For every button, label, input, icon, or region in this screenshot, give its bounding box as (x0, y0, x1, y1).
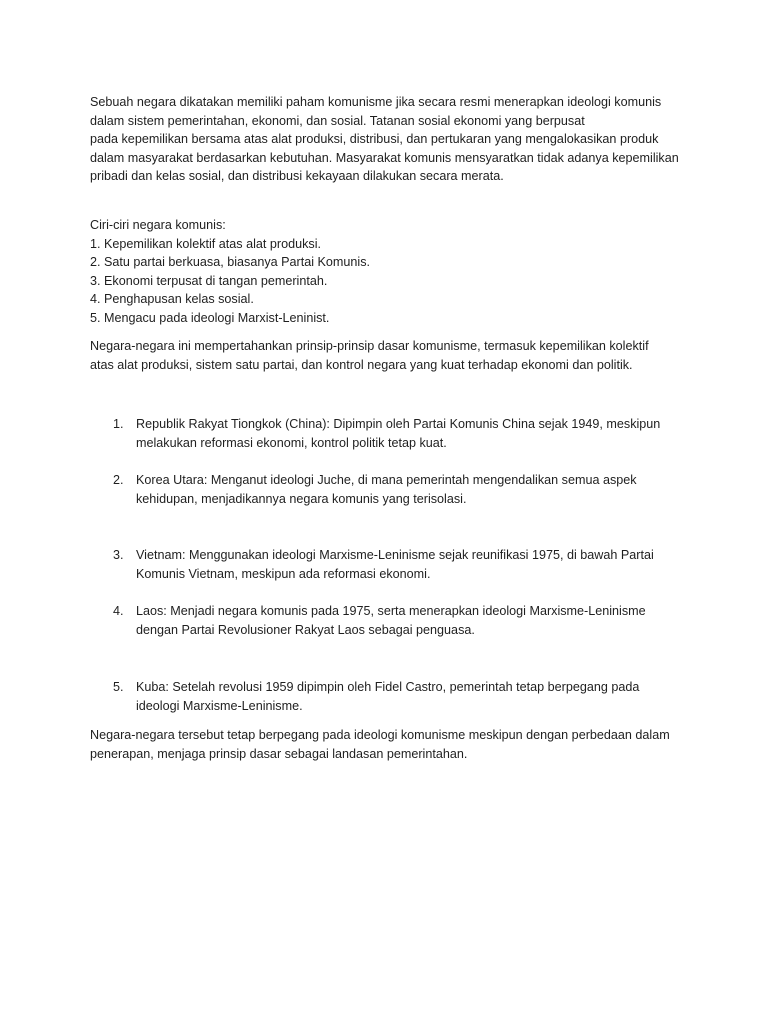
list-item-text (136, 678, 676, 716)
list-number: 5. (113, 680, 124, 694)
list-item-line: Republik Rakyat Tiongkok (China): Dipimpin oleh Partai Komunis China sejak 1949, meskipun (136, 417, 661, 431)
characteristic-item: 4. Penghapusan kelas sosial. (90, 292, 254, 307)
list-number: 4. (113, 604, 124, 618)
list-item-line: Komunis Vietnam, meskipun ada reformasi ekonomi. (136, 567, 431, 582)
characteristic-item: 2. Satu partai berkuasa, biasanya Partai Komunis. (90, 255, 371, 270)
characteristic-item: 1. Kepemilikan kolektif atas alat produksi. (90, 236, 322, 251)
characteristic-item: 5. Mengacu pada ideologi Marxist-Leninist. (90, 310, 330, 325)
intro-line: dalam masyarakat berdasarkan kebutuhan. Masyarakat komunis mensyaratkan tidak adanya kepemilikan (90, 150, 679, 165)
summary-paragraph (90, 337, 690, 374)
closing-line: Negara-negara tersebut tetap berpegang pada ideologi komunisme meskipun dengan perbedaan dalam (90, 728, 670, 742)
list-item-line: melakukan reformasi ekonomi, kontrol politik tetap kuat. (136, 436, 447, 451)
list-item-text (136, 602, 676, 640)
characteristics-list (90, 216, 690, 328)
list-item-line: Laos: Menjadi negara komunis pada 1975, serta menerapkan ideologi Marxisme-Leninisme (136, 604, 646, 618)
list-item-text (136, 471, 676, 509)
list-item-line: ideologi Marxisme-Leninisme. (136, 699, 303, 714)
list-item-line: kehidupan, menjadikannya negara komunis yang terisolasi. (136, 492, 467, 507)
intro-line: pribadi dan kelas sosial, dan distribusi kekayaan dilakukan secara merata. (90, 169, 504, 184)
list-item-line: Kuba: Setelah revolusi 1959 dipimpin oleh Fidel Castro, pemerintah tetap berpegang pada (136, 680, 640, 694)
intro-paragraph (90, 93, 690, 186)
list-item-line: Korea Utara: Menganut ideologi Juche, di mana pemerintah mengendalikan semua aspek (136, 473, 637, 487)
summary-line: Negara-negara ini mempertahankan prinsip-prinsip dasar komunisme, termasuk kepemilikan kolektif (90, 339, 649, 353)
intro-line: dalam sistem pemerintahan, ekonomi, dan sosial. Tatanan sosial ekonomi yang berpusat (90, 113, 585, 128)
list-item-text (136, 415, 676, 453)
characteristic-item: 3. Ekonomi terpusat di tangan pemerintah. (90, 273, 328, 288)
list-number: 2. (113, 473, 124, 487)
list-number: 3. (113, 548, 124, 562)
list-item-line: dengan Partai Revolusioner Rakyat Laos sebagai penguasa. (136, 623, 475, 638)
list-number: 1. (113, 417, 124, 431)
closing-line: penerapan, menjaga prinsip dasar sebagai landasan pemerintahan. (90, 746, 468, 761)
characteristics-heading: Ciri-ciri negara komunis: (90, 218, 226, 232)
closing-paragraph (90, 726, 690, 763)
intro-line: Sebuah negara dikatakan memiliki paham komunisme jika secara resmi menerapkan ideologi komunis (90, 95, 662, 109)
list-item-text (136, 546, 676, 584)
intro-line: pada kepemilikan bersama atas alat produksi, distribusi, dan pertukaran yang mengalokasikan produk (90, 132, 659, 147)
list-item-line: Vietnam: Menggunakan ideologi Marxisme-Leninisme sejak reunifikasi 1975, di bawah Partai (136, 548, 654, 562)
summary-line: atas alat produksi, sistem satu partai, dan kontrol negara yang kuat terhadap ekonomi dan politik. (90, 357, 633, 372)
